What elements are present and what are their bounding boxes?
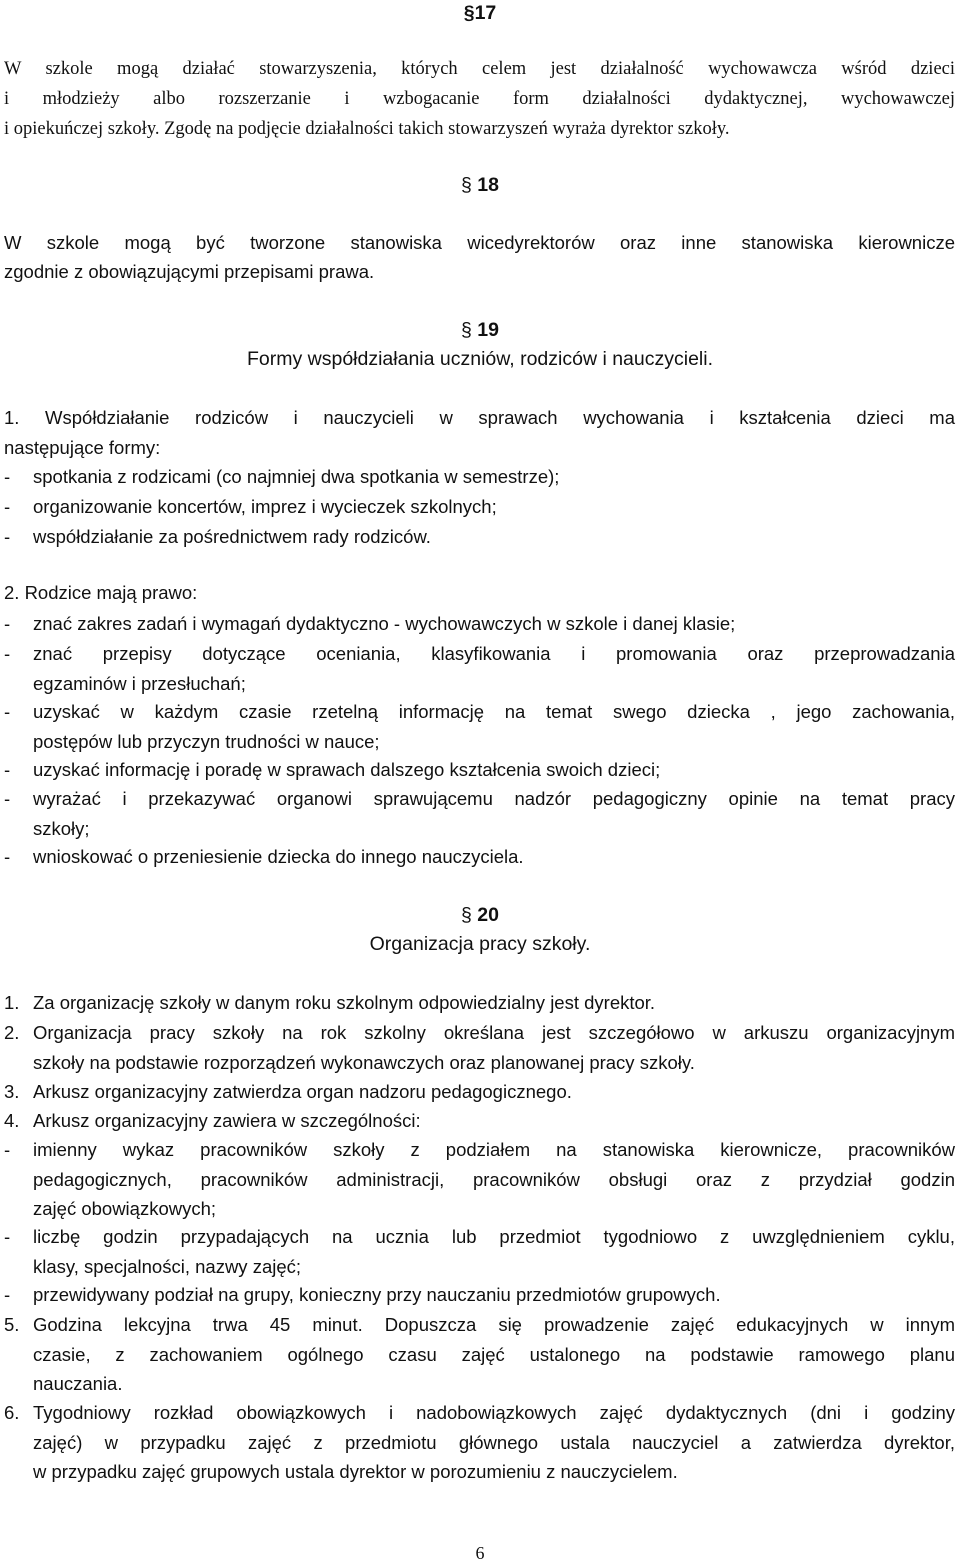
- section-18-line-1: W szkole mogą być tworzone stanowiska wicedyrektorów oraz inne stanowiska kierownicze: [4, 232, 955, 253]
- list-marker: 3.: [4, 1081, 20, 1102]
- list-item-text: szkoły;: [33, 817, 90, 839]
- list-dash: -: [4, 846, 11, 867]
- list-item-text: uzyskać informację i poradę w sprawach dalszego kształcenia swoich dzieci;: [33, 759, 661, 780]
- list-item-text: zajęć obowiązkowych;: [33, 1198, 217, 1219]
- list-item-text: pedagogicznych, pracowników administracji, pracowników obsługi oraz z przydział godzin: [33, 1168, 955, 1190]
- list-marker: 2.: [4, 1022, 20, 1043]
- list-item-text: uzyskać w każdym czasie rzetelną informację na temat swego dziecka , jego zachowania,: [33, 701, 955, 722]
- section-19-title: Formy współdziałania uczniów, rodziców i nauczycieli.: [246, 348, 714, 370]
- section-18-number: 18: [477, 174, 499, 196]
- list-item-text: zajęć) w przypadku zajęć z przedmiotu głównego ustala nauczyciel a zatwierdza dyrektor,: [33, 1431, 955, 1453]
- list-item-text: szkoły na podstawie rozporządzeń wykonawczych oraz planowanej pracy szkoły.: [33, 1051, 695, 1073]
- list-item-text: Tygodniowy rozkład obowiązkowych i nadobowiązkowych zajęć dydaktycznych (dni i godziny: [33, 1402, 955, 1423]
- section-20-number: 20: [477, 904, 499, 926]
- page-number: 6: [475, 1543, 485, 1563]
- list-dash: -: [4, 466, 11, 487]
- list-dash: -: [4, 643, 11, 664]
- list-item-text: egzaminów i przesłuchań;: [33, 672, 246, 694]
- list-item-text: Arkusz organizacyjny zawiera w szczególności:: [33, 1110, 421, 1131]
- section-17-line-1: W szkole mogą działać stowarzyszenia, których celem jest działalność wychowawcza wśród dzieci: [4, 59, 955, 79]
- list-item-text: postępów lub przyczyn trudności w nauce;: [33, 730, 380, 752]
- list-item-text: w przypadku zajęć grupowych ustala dyrektor w porozumieniu z nauczycielem.: [33, 1461, 678, 1482]
- list-item-text: Godzina lekcyjna trwa 45 minut. Dopuszcza się prowadzenie zajęć edukacyjnych w innym: [33, 1314, 955, 1335]
- list-item-text: organizowanie koncertów, imprez i wycieczek szkolnych;: [33, 496, 497, 517]
- list-item-text: znać zakres zadań i wymagań dydaktyczno - wychowawczych w szkole i danej klasie;: [33, 613, 736, 634]
- section-19-heading: [0, 317, 960, 343]
- list-item-text: wnioskować o przeniesienie dziecka do innego nauczyciela.: [33, 846, 524, 867]
- list-item-text: Organizacja pracy szkoły na rok szkolny określana jest szczegółowo w arkuszu organizacyjnym: [33, 1022, 955, 1043]
- list-dash: -: [4, 613, 11, 634]
- list-item-text: imienny wykaz pracowników szkoły z podziałem na stanowiska kierownicze, pracowników: [33, 1139, 955, 1160]
- section-sign: §: [461, 319, 472, 341]
- section-sign: §: [461, 174, 472, 196]
- list-dash: -: [4, 526, 11, 547]
- list-marker: 6.: [4, 1402, 20, 1423]
- section-17-line-2: i młodzieży albo rozszerzanie i wzbogacanie form działalności dydaktycznej, wychowawczej: [4, 89, 955, 109]
- section-19-p1-line-2: następujące formy:: [4, 437, 161, 458]
- section-sign: §: [461, 904, 472, 926]
- list-dash: -: [4, 1284, 11, 1305]
- section-19-number: 19: [477, 319, 499, 341]
- list-item-text: wyrażać i przekazywać organowi sprawującemu nadzór pedagogiczny opinie na temat pracy: [33, 788, 955, 809]
- list-item-text: Za organizację szkoły w danym roku szkolnym odpowiedzialny jest dyrektor.: [33, 992, 656, 1013]
- list-item-text: klasy, specjalności, nazwy zajęć;: [33, 1255, 302, 1277]
- list-dash: -: [4, 701, 11, 722]
- section-20-title: Organizacja pracy szkoły.: [369, 933, 591, 955]
- list-item-text: czasie, z zachowaniem ogólnego czasu zajęć ustalonego na podstawie ramowego planu: [33, 1343, 955, 1365]
- list-item-text: liczbę godzin przypadających na ucznia lub przedmiot tygodniowo z uwzględnieniem cyklu,: [33, 1226, 955, 1247]
- list-marker: 4.: [4, 1110, 20, 1131]
- section-18-line-2: zgodnie z obowiązującymi przepisami prawa.: [4, 261, 375, 282]
- section-17-line-3: i opiekuńczej szkoły. Zgodę na podjęcie działalności takich stowarzyszeń wyraża dyrektor szkoły.: [4, 119, 730, 139]
- list-item-text: nauczania.: [33, 1373, 123, 1394]
- section-20-heading: [0, 902, 960, 928]
- list-item-text: znać przepisy dotyczące oceniania, klasyfikowania i promowania oraz przeprowadzania: [33, 643, 955, 664]
- list-marker: 5.: [4, 1314, 20, 1335]
- list-item-text: spotkania z rodzicami (co najmniej dwa spotkania w semestrze);: [33, 466, 560, 487]
- list-item-text: Arkusz organizacyjny zatwierdza organ nadzoru pedagogicznego.: [33, 1081, 572, 1102]
- section-19-p1-line-1: 1. Współdziałanie rodziców i nauczycieli w sprawach wychowania i kształcenia dzieci ma: [4, 407, 955, 428]
- list-dash: -: [4, 759, 11, 780]
- section-18-heading: [0, 172, 960, 198]
- list-marker: 1.: [4, 992, 20, 1013]
- list-dash: -: [4, 788, 11, 809]
- list-dash: -: [4, 1226, 11, 1247]
- list-dash: -: [4, 496, 11, 517]
- list-item-text: przewidywany podział na grupy, konieczny przy nauczaniu przedmiotów grupowych.: [33, 1284, 721, 1305]
- list-item-text: współdziałanie za pośrednictwem rady rodziców.: [33, 526, 431, 547]
- list-dash: -: [4, 1139, 11, 1160]
- section-19-p2-intro: 2. Rodzice mają prawo:: [4, 582, 198, 603]
- section-17-heading: §17: [463, 2, 497, 24]
